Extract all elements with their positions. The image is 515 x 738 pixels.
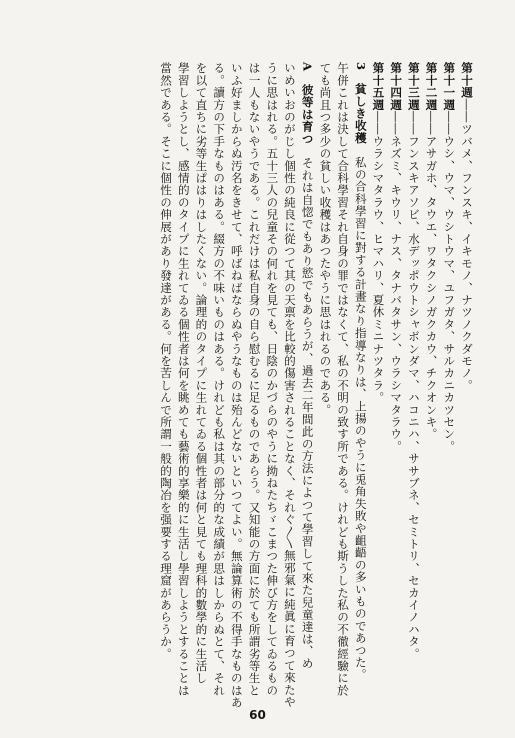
body-line: る。讀方の下手なものはある。綴方の不味いものはある。けれども私は其の部分的な成績が思はしからぬとて、それ: [212, 62, 227, 697]
body-line: 午併これは決して合科學習それ自身の罪ではなくて、私の不明の致す所である。けれども斯うした私の不徹經驗に於: [336, 62, 351, 697]
section-number: 3: [353, 62, 368, 71]
schedule-line: 第十週――ツバメ、フンスキ、イキモノ、ナツノクダモノ。: [460, 62, 474, 392]
schedule-line: 第十五週――ウラシマタラウ、ヒマハリ、夏休ミニナツタラ。: [371, 62, 386, 404]
week-items: フンスキアソビ、水デッポウトシャボンダマ、ハコニハ、ササブネ、セミトリ、セカイノハタ。: [406, 135, 421, 660]
body-line: 當然である。そこに個性の伸展があり發達がある。何を苦しんで所謂一般的陶冶を强要する理窟があらうか。: [159, 62, 174, 660]
week-label: 第十二週: [424, 62, 439, 111]
section-3-line: [351, 62, 369, 681]
week-items: アサガホ、タウエ、ワタクシノガクカウ、チクオンキ。: [424, 135, 439, 441]
schedule-line: 第十三週――フンスキアソビ、水デッポウトシャボンダマ、ハコニハ、ササブネ、セミトリ、セカイノハタ。: [406, 62, 421, 660]
week-label: 第十週: [460, 62, 474, 99]
body-text: それは自惚でもあり慾でもあらうが、過去二年間此の方法によつて學習して來た兒童達は、め: [300, 157, 315, 670]
body-line: を以て直ちに劣等生ぱはりはしたくない。論理的のタイプに生れてゐる個性者は何と見ても理科的數學的に生活し: [194, 62, 209, 685]
body-line: は一人もないやうである。これだけは私自身の自ら慰むるに足るものであらう。又知能の方面に於ても所謂劣等生と: [247, 62, 262, 697]
section-a-line: [298, 62, 316, 670]
section-title: 貧しき收穫: [353, 82, 368, 144]
section-title: 彼等は育つ: [300, 83, 315, 145]
week-items: ウラシマタラウ、ヒマハリ、夏休ミニナツタラ。: [371, 135, 386, 404]
body-line: 學習しようとし、感情的のタイプに生れてゐる個性者は何を眺めても藝術的享樂的に生活し學習しようとすることは: [176, 62, 191, 697]
schedule-line: 第十一週――ウシ、ウマ、ウシトウマ、ユフガタ、サルカニカツセン。: [442, 62, 457, 453]
section-label: A: [300, 62, 315, 72]
schedule-line: 第十二週――アサガホ、タウエ、ワタクシノガクカウ、チクオンキ。: [424, 62, 439, 441]
week-label: 第十五週: [371, 62, 386, 111]
schedule-line: 第十四週――ネズミ、キウリ、ナス、タナバタサン、ウラシマタラウ。: [389, 62, 404, 453]
body-text: 私の合科學習に對する計畫なり指導なりは、上揚のやうに兎角失敗や齟齬の多いものであつた。: [353, 156, 368, 681]
week-label: 第十三週: [406, 62, 421, 111]
page-number: 60: [249, 708, 266, 722]
body-line: いめいおのがじし個性の純良に從つて其の天禀を比較的傷害されることなく、それぐ〳〵無邪氣に純眞に育つて來たや: [282, 62, 297, 708]
vertical-text-body: [25, 62, 475, 709]
body-line: うに思はれる。五十三人の兒童その何れを見ても、日陰のかづらのやうに拗ねたちゞこまつた伸び方をしてゐるもの: [265, 62, 280, 697]
week-label: 第十一週: [442, 62, 457, 111]
body-line: いふ好ましからぬ汚名をきせて、呼ばねばならぬやうなものは殆んどないといつてよい。無論算術の不得手なものはあ: [229, 62, 244, 709]
body-line: ても尚且つ多少の貧しい收穫はあつたやうに思はれるのである。: [318, 62, 333, 416]
week-items: ツバメ、フンスキ、イキモノ、ナツノクダモノ。: [460, 123, 474, 392]
week-items: ウシ、ウマ、ウシトウマ、ユフガタ、サルカニカツセン。: [442, 135, 457, 453]
week-label: 第十四週: [389, 62, 404, 111]
week-items: ネズミ、キウリ、ナス、タナバタサン、ウラシマタラウ。: [389, 135, 404, 453]
